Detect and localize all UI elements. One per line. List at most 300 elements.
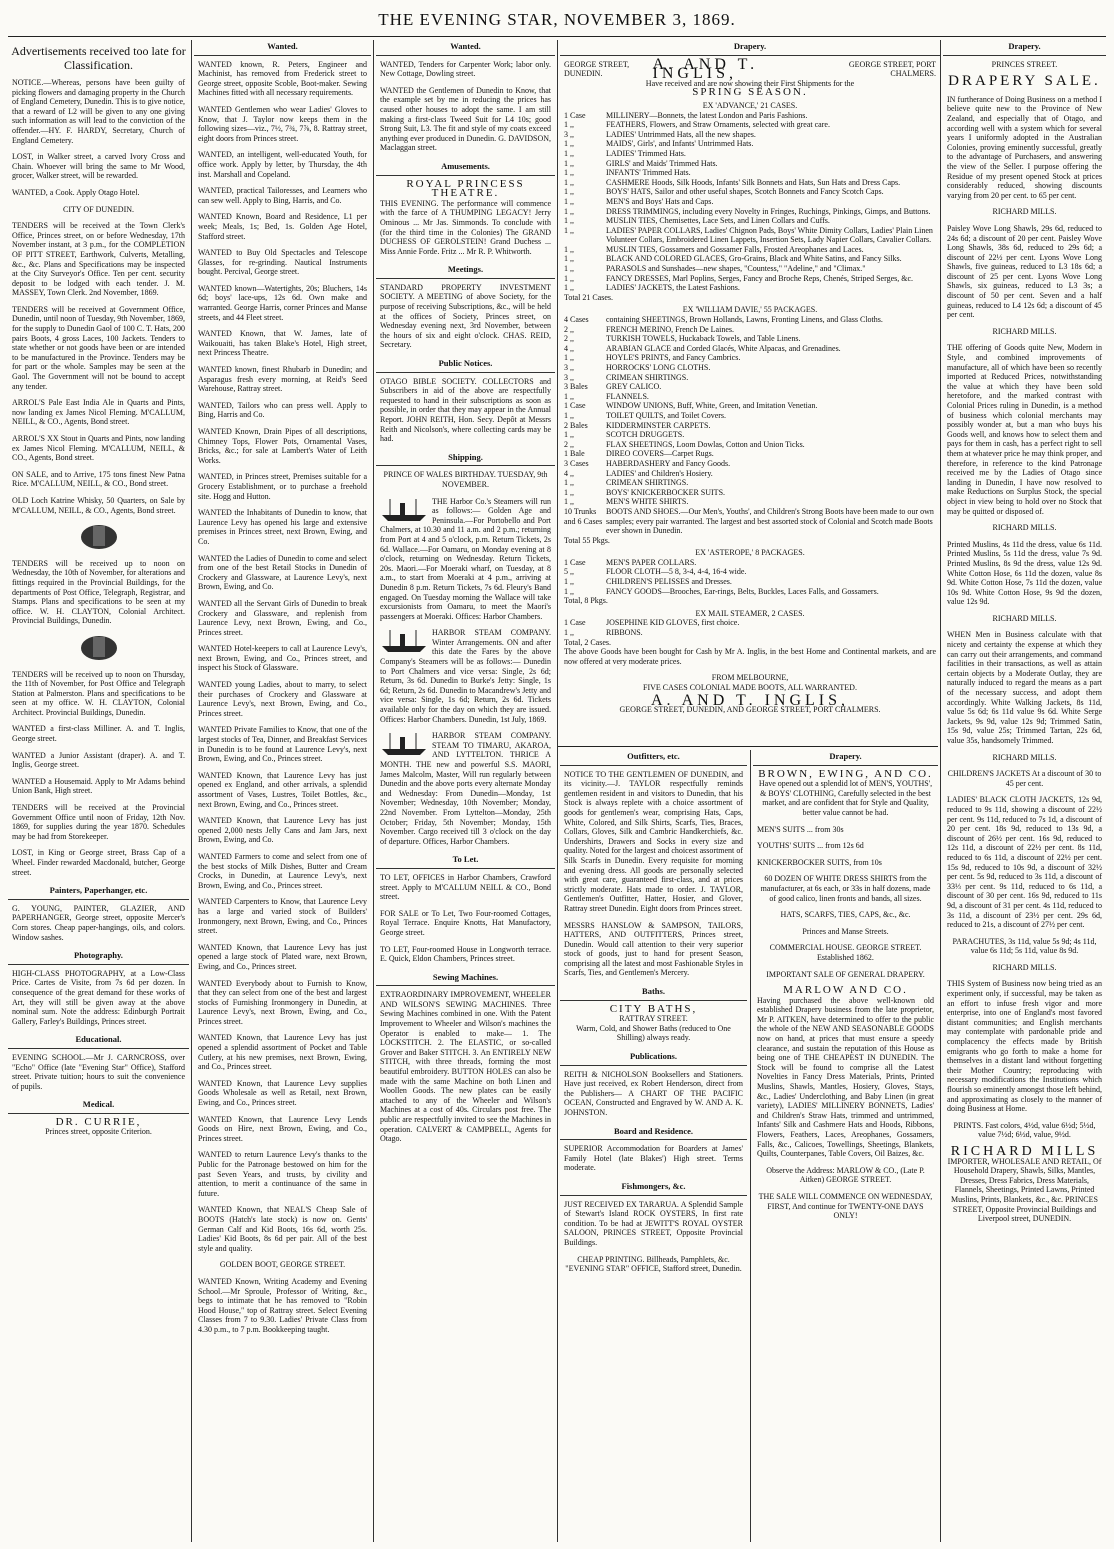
goods-quantity: 1 ,, bbox=[564, 283, 574, 293]
goods-quantity: 1 ,, bbox=[564, 225, 574, 235]
goods-description: LADIES' Untrimmed Hats, all the new shapes. bbox=[606, 129, 756, 139]
column-rule bbox=[191, 40, 192, 1542]
goods-description: LADIES' and Children's Hosiery. bbox=[606, 468, 713, 478]
goods-list-item bbox=[560, 168, 940, 178]
section-baths: Baths. bbox=[560, 985, 747, 1001]
goods-quantity: 1 Case bbox=[564, 401, 586, 411]
goods-quantity: 1 ,, bbox=[564, 139, 574, 149]
goods-quantity: 4 ,, bbox=[564, 468, 574, 478]
marlow-name: MARLOW AND CO. bbox=[783, 984, 908, 997]
goods-quantity: 1 ,, bbox=[564, 244, 574, 254]
goods-list-asterope bbox=[560, 558, 940, 596]
goods-description: TOILET QUILTS, and Toilet Covers. bbox=[606, 410, 727, 420]
ad-tenders-pitt: TENDERS will be received at the Town Clerk's Office, Princes street, on or before Wednesday, 17th November instant, at 3 p.m., for the COMPLETION OF PITT STREET, Earthwork, Culverts, Metalling, &c., &c. Plans and Specifications may be inspected at the City Surveyor's Office. Ten per cent. security deposit to be lodged with each tender. J. M. MASSEY, Town Clerk. 2nd November, 1869. bbox=[12, 221, 185, 298]
goods-description: TURKISH TOWELS, Huckaback Towels, and Table Linens. bbox=[606, 334, 801, 344]
goods-quantity: 1 ,, bbox=[564, 478, 574, 488]
goods-description: BLACK AND COLORED GLACES, Gro-Grains, Black and White Satins, and Fancy Silks. bbox=[606, 254, 902, 264]
column-rule bbox=[373, 40, 374, 1542]
goods-quantity: 3 ,, bbox=[564, 372, 574, 382]
total-mail-steamer: Total, 2 Cases. bbox=[564, 637, 611, 647]
section-to-let: To Let. bbox=[376, 853, 555, 869]
section-wanted: Wanted. bbox=[376, 40, 555, 56]
mills-signature: RICHARD MILLS. bbox=[992, 962, 1057, 972]
mills-muslins: Printed Muslins, 4s 11d the dress, value 6s 11d. Printed Muslins, 5s 11d the dress, value 7s 9d. Printed Muslins, 8s 9d the dress, value 12s 9d. White Cotton Hose, 6s 11d the dozen, value 8s 9d. White Cotton Hose, 7s 11d the dozen, value 10s 9d. White Cotton Hose, 9s 9d the dozen, value 12s 9d. bbox=[947, 539, 1102, 607]
goods-description: FANCY DRESSES, Marl Poplins, Serges, Fancy and Broche Reps, Chenés, Striped Serges, &c. bbox=[606, 273, 914, 283]
ad-rice: ON SALE, and to Arrive, 175 tons finest New Patna Rice. M'CALLUM, NEILL, & CO., Bond street. bbox=[12, 469, 185, 489]
goods-list-item bbox=[560, 567, 940, 577]
section-sewing-machines: Sewing Machines. bbox=[376, 971, 555, 987]
goods-description: SCOTCH DRUGGETS. bbox=[606, 430, 685, 440]
goods-description: HORROCKS' LONG CLOTHS. bbox=[606, 363, 711, 372]
city-baths-body: Warm, Cold, and Shower Baths (reduced to One Shilling) always ready. bbox=[576, 1023, 731, 1043]
goods-list-item bbox=[560, 558, 940, 568]
five-cases-boots: FIVE CASES COLONIAL MADE BOOTS, ALL WARRANTED. bbox=[643, 683, 857, 692]
ad-wanted: WANTED known, R. Peters, Engineer and Machinist, has removed from Frederick street to George street, opposite Scoble, Boot-maker. Sewing Machines fitted with all necessary requirements. bbox=[198, 59, 367, 98]
goods-quantity: 1 ,, bbox=[564, 187, 574, 197]
ad-tenders-provincial: TENDERS will be received up to noon on Wednesday, the 10th of November, for alterations and fittings required in the Provincial Buildings, for the departments of Post Office, Telegraph, Registrar, and Stamps. Plans and specifications to be seen at my office. W. H. CLAYTON, Colonial Architect. Provincial Buildings, Dunedin. bbox=[12, 558, 185, 626]
ad-tenders-gaol: TENDERS will be received at Government Office, Dunedin, until noon of Tuesday, 9th November, 1869, for the supply to Dunedin Gaol of 100 C. T. Hats, 200 pairs Boots, 4 gross Laces, 100 Jackets. Tenders to state whether or not goods have been or are intended to be manufactured in the Province. Tenders may be for part or the whole. Samples may be seen at the Gaol. The Government will not be bound to accept any tender. bbox=[12, 304, 185, 391]
goods-quantity: 2 ,, bbox=[564, 439, 574, 449]
goods-list-item bbox=[560, 382, 940, 392]
hats-scarfs: HATS, SCARFS, TIES, CAPS, &c., &c. bbox=[780, 910, 911, 920]
goods-list-item bbox=[560, 587, 940, 597]
ad-wanted-housemaid: WANTED a Housemaid. Apply to Mr Adams behind Union Bank, High street. bbox=[12, 776, 185, 796]
ex-mail-steamer-heading: EX MAIL STEAMER, 2 CASES. bbox=[695, 608, 805, 618]
ad-wanted: WANTED Gentlemen who wear Ladies' Gloves to Know, that J. Taylor now keeps them in the following sizes—viz., 7½, 7¾, 7⅞, 8. Rattray street, eight doors from Princes street. bbox=[198, 104, 367, 143]
mills-childrens-jackets: CHILDREN'S JACKETS At a discount of 30 to 45 per cent. bbox=[947, 769, 1102, 788]
goods-description: GIRLS' and Maids' Trimmed Hats. bbox=[606, 158, 718, 168]
ad-sewing-machines: EXTRAORDINARY IMPROVEMENT, WHEELER AND WILSON'S SEWING MACHINES. Three Sewing Machines combined in one. With the Patent Improvement to Wheeler and Wilson's machines the Operator is enabled to make— 1. The LOCKSTITCH. 2. The ELASTIC, or so-called Grover and Baker STITCH. 3. An ENTIRELY NEW STITCH, with three threads, forming the most beautiful embroidery. BUTTON HOLES can also be made with the same Machine on both Linen and Woollen Goods. The new plates can be easily attached to any of the Wheeler and Wilson's Machines at a cost of 40s. Circulars post free. The public are respectfully invited to see the Machines in operation. CALVERT & CAMPBELL, Agents for Otago. bbox=[380, 990, 551, 1144]
column-rule bbox=[557, 40, 558, 1542]
inglis-name-footer: A. AND T. INGLIS, bbox=[650, 691, 850, 709]
goods-description: MEN'S WHITE SHIRTS. bbox=[606, 497, 689, 507]
brown-ewing-address: Princes and Manse Streets. bbox=[802, 926, 889, 936]
ad-bible-society: OTAGO BIBLE SOCIETY. COLLECTORS and Subscribers in aid of the above are respectfully requested to hand in their subscriptions as soon as possible, in order that they may appear in the Annual Report. JOHN REITH, Hon. Secy. Depôt at Messrs Reith and Nicolson's, where collecting cards may be had. bbox=[380, 376, 551, 444]
ad-wanted: WANTED, Tenders for Carpenter Work; labor only. New Cottage, Dowling street. bbox=[380, 59, 551, 79]
goods-quantity: 1 ,, bbox=[564, 586, 574, 596]
section-drapery: Drapery. bbox=[560, 40, 940, 56]
goods-description: MUSLIN TIES, Chemisettes, Lace Sets, and Linen Collars and Cuffs. bbox=[606, 216, 830, 226]
ad-to-let: FOR SALE or To Let, Two Four-roomed Cottages, Royal Terrace. Enquire Knotts, Hat Manufactory, George street. bbox=[380, 908, 551, 937]
suit-price-1: MEN'S SUITS ... from 30s bbox=[757, 824, 844, 834]
masthead-rule bbox=[8, 36, 1106, 37]
goods-quantity: 1 Case bbox=[564, 110, 586, 120]
goods-list-item bbox=[560, 264, 940, 274]
goods-description: BOYS' KNICKERBOCKER SUITS. bbox=[606, 487, 726, 497]
ad-wanted: WANTED Private Families to Know, that one of the largest stocks of Tea, Dinner, and Breakfast Services in Dunedin is to be found at Laurence Levy's, next Brown, Ewing, and Co., Princes street. bbox=[198, 725, 367, 764]
goods-quantity: 1 ,, bbox=[564, 273, 574, 283]
ad-harbor-steamers-text: THE Harbor Co.'s Steamers will run as follows:— Golden Age and Peninsula.—For Portobello and Port Chalmers, at 10.30 and 11 a.m. and 2 p.m.; returning from Port at 4 and 5 o'clock, p.m. Return Tickets, 2s 6d. Wallace.—For Oamaru, on Monday evening at 8 o'clock, returning on Wednesday. Return Tickets, 20s. Maori.—For Moeraki wharf, on Tuesday, at 8 a.m., to start from Moeraki at 4 p.m., arriving at Dunedin 8 p.m. Return Tickets, 7s 6d. Fleury's Band engaged. On Tuesday morning the Wallace will take excursionists from Oamaru, to meet the Maori's passengers at Moeraki. Offices: Harbor Chambers. bbox=[380, 496, 551, 621]
drapery-rule bbox=[558, 746, 938, 747]
ad-tenders-supplies: TENDERS will be received at the Provincial Government Office until noon of Friday, 12th Nov. 1869, for supplies during the year 1870. Schedules may be had from Storekeeper. bbox=[12, 803, 185, 841]
mills-prints: PRINTS. Fast colors, 4½d, value 6½d; 5½d, value 7½d; 6½d, value, 9½d. bbox=[953, 1120, 1096, 1140]
goods-quantity: 3 Bales bbox=[564, 382, 588, 392]
ad-wanted: WANTED Farmers to come and select from one of the best stocks of Milk Dishes, Butter and Cream Crocks, in Dunedin, at Laurence Levy's, next Brown, Ewing, and Co., Princes street. bbox=[198, 851, 367, 890]
mills-signature: RICHARD MILLS. bbox=[992, 326, 1057, 336]
goods-description: MILLINERY—Bonnets, the latest London and Paris Fashions. bbox=[606, 110, 808, 120]
goods-list-advance bbox=[560, 111, 940, 293]
goods-list-item bbox=[560, 430, 940, 440]
ex-william-davie-heading: EX 'WILLIAM DAVIE,' 55 PACKAGES. bbox=[682, 305, 818, 315]
marlow-sale-dates: THE SALE WILL COMMENCE ON WEDNESDAY, FIRST, And continue for TWENTY-ONE DAYS ONLY! bbox=[758, 1191, 933, 1221]
goods-quantity: 1 ,, bbox=[564, 391, 574, 401]
mills-intro: IN furtherance of Doing Business on a method I believe quite new to the Province of New Zealand, and especially that of Otago, and according well with a system which for several years I uniformly adopted in the Australian Colonies, proving eminently successful, greatly to the advantage of Purchasers, and answering the view of the Seller. I purpose offering the Residue of my present opened Stock at prices considerably reduced, showing discounts varying from 20 per cent. to 65 per cent. bbox=[947, 94, 1102, 200]
goods-description: GREY CALICO. bbox=[606, 382, 662, 392]
ad-wanted: WANTED, Tailors who can press well. Apply to Bing, Harris and Co. bbox=[198, 400, 367, 420]
ad-wanted: WANTED Known, Board and Residence, L1 per week; Meals, 1s; Bed, 1s. Golden Age Hotel, Stafford street. bbox=[198, 212, 367, 241]
goods-list-item bbox=[560, 411, 940, 421]
goods-list-item bbox=[560, 130, 940, 140]
ad-photography: HIGH-CLASS PHOTOGRAPHY, at a Low-Class Price. Cartes de Visite, from 7s 6d per dozen. In consequence of the great demand for these works of Art, they will still be given away at the above nominal sum. Note the address: Edinburgh Portrait Gallery, Farley's Buildings, Princes street. bbox=[12, 968, 185, 1026]
white-shirts: 60 DOZEN OF WHITE DRESS SHIRTS from the manufacturer, at 6s each, or 33s in half dozens, made of good calico, linen fronts and bands, all sizes. bbox=[760, 874, 931, 903]
ad-hanslow: MESSRS HANSLOW & SAMPSON, TAILORS, HATTERS, AND OUTFITTERS, Princes street, Dunedin. Would call attention to their very superior stock of goods, just to hand for present Season, comprising all the latest and most Fashionable Styles in Scarfs, Ties, and Gentlemen's Mercery. bbox=[564, 920, 743, 978]
ad-harbor-maori-text: HARBOR STEAM COMPANY. STEAM TO TIMARU, AKAROA, AND LYTTELTON. THRICE A MONTH. THE new and powerful S.S. MAORI, James Malcolm, Master, Will run regularly between Dunedin and the above ports every alternate Monday and Wednesday: From Dunedin—Monday, 1st November; Wednesday, 10th November; Monday, 22nd November. From Lyttelton—Monday, 25th October; Friday, 5th November; Monday, 15th November. Cargo received till 3 o'clock on the day of departure. Offices, Harbor Chambers. bbox=[380, 731, 551, 846]
goods-quantity: 1 Bale bbox=[564, 449, 585, 459]
goods-quantity: 1 ,, bbox=[564, 177, 574, 187]
ad-wanted: WANTED Known, that Laurence Levy Lends Goods on Hire, next Brown, Ewing, and Co., Princes street. bbox=[198, 1114, 367, 1143]
column-outfitters bbox=[560, 750, 747, 1542]
total-william-davie: Total 55 Pkgs. bbox=[564, 535, 610, 545]
inglis-name: A. AND T. INGLIS, bbox=[652, 55, 759, 83]
goods-list-item bbox=[560, 440, 940, 450]
goods-quantity: 1 ,, bbox=[564, 487, 574, 497]
goods-list-item bbox=[560, 120, 940, 130]
ad-harbor-steamers bbox=[380, 497, 551, 622]
goods-list-item bbox=[560, 315, 940, 325]
ad-wanted: WANTED known, finest Rhubarb in Dunedin; and Asparagus fresh every morning, at Reid's Seed Warehouse, Rattray street. bbox=[198, 365, 367, 394]
goods-list-item bbox=[560, 421, 940, 431]
goods-description: FANCY GOODS—Brooches, Ear-rings, Belts, Buckles, Laces Falls, and Gossamers. bbox=[606, 586, 879, 596]
masthead bbox=[0, 0, 1114, 40]
brown-ewing-body: Have opened out a splendid lot of MEN'S, YOUTHS', & BOYS' CLOTHING, Carefully selected in the best market, and are confident that for Style and Quality, better value cannot be had. bbox=[758, 779, 933, 817]
ad-tenders-palmerston: TENDERS will be received up to noon on Thursday, the 11th of November, for Post Office and Telegraph Station at Palmerston. Plans and specifications to be seen at my office. W. H. CLAYTON, Colonial Architect. Provincial Buildings, Dunedin. bbox=[12, 669, 185, 717]
ad-wanted: WANTED Known, Writing Academy and Evening School.—Mr Sproule, Professor of Writing, &c., begs to intimate that he has removed to "Robin Hood House," top of Rattray street. Select Evening Classes from 7 to 9.30. Ladies' Private Class from 4.30 p.m., to 7 p.m. Bookkeeping taught. bbox=[198, 1276, 367, 1334]
inglis-left-address: GEORGE STREET, DUNEDIN. bbox=[564, 59, 630, 79]
mills-ladies-jackets: LADIES' BLACK CLOTH JACKETS, 12s 9d, reduced to 9s 11d, showing a discount of 22½ per cent. 9s 11d, reduced to 7s 1d, a discount of 20 per cent. 18s 9d, reduced to 13s 9d, a discount of 26½ per cent. 16s 9d, reduced to 12s 11d, a discount of 22½ per cent. 8s 11d, reduced to 6s 11d, a discount of 22½ per cent. 15s 9d, reduced to 10s 9d, a discount of 32½ per cent. 5s 9d, reduced to 3s 11d, a discount of 33⅓ per cent. 9s 11d, reduced to 6s 11d, a discount of 30 per cent. 16s 9d, reduced to 11s 9d, a discount of 31 per cent. 4s 11d, reduced to 3s 11d, a discount of 23½ per cent. 29s 6d, reduced to 21s, a discount of 27½ per cent. bbox=[947, 795, 1102, 930]
ad-to-let: TO LET, OFFICES in Harbor Chambers, Crawford street. Apply to M'CALLUM NEILL & CO., Bond street. bbox=[380, 872, 551, 902]
goods-description: LADIES' Trimmed Hats. bbox=[606, 148, 686, 158]
column-rule bbox=[940, 40, 941, 1542]
goods-quantity: 1 ,, bbox=[564, 628, 574, 638]
goods-list-item bbox=[560, 577, 940, 587]
goods-quantity: 1 ,, bbox=[564, 120, 574, 130]
goods-list-william-davie bbox=[560, 315, 940, 536]
goods-quantity: 1 ,, bbox=[564, 497, 574, 507]
ad-to-let: TO LET, Four-roomed House in Longworth terrace. E. Quick, Eldon Chambers, Princes street. bbox=[380, 944, 551, 964]
goods-list-item bbox=[560, 226, 940, 245]
inglis-right-address: GEORGE STREET, PORT CHALMERS. bbox=[848, 59, 936, 79]
ad-wanted: WANTED to return Laurence Levy's thanks to the Public for the Patronage bestowed on him for the past Seven Years, and trusts, by civility and attention, to merit a continuance of the same in future. bbox=[198, 1150, 367, 1198]
goods-list-item bbox=[560, 159, 940, 169]
goods-list-item bbox=[560, 178, 940, 188]
goods-description: ARABIAN GLACE and Corded Glacés, White Alpacas, and Grenadines. bbox=[606, 343, 841, 353]
theatre-name: ROYAL PRINCESS THEATRE. bbox=[406, 177, 525, 200]
total-asterope: Total, 8 Pkgs. bbox=[564, 596, 608, 606]
mills-name-large: RICHARD MILLS bbox=[950, 1143, 1099, 1159]
ad-wanted: WANTED, practical Tailoresses, and Learners who can sew well. Apply to Bing, Harris, and Co. bbox=[198, 186, 367, 205]
goods-description: CRIMEAN SHIRTINGS. bbox=[606, 478, 689, 488]
mills-system: THIS System of Business now being tried as an experiment only, if successful, may be taken as an effort to infuse fresh vigor and more enterprise, into one of England's most favored distant communities; and English merchants may contemplate with pardonable pride and complacency the effects made by British emigrants who go forth to make a home for themselves in a distant land without forgetting their Mother Country; reproducing with necessary modifications the Institutions which flourish so eminently amongst those left behind, and approximating as closely to the manner of doing Business at Home. bbox=[947, 979, 1102, 1114]
ad-wanted: WANTED Known, Drain Pipes of all descriptions, Chimney Tops, Flower Pots, Ornamental Vases, Bricks, &c.; for sale at Lambert's Water of Leith Works. bbox=[198, 427, 367, 465]
goods-quantity: 10 Trunks and 6 Cases bbox=[564, 506, 603, 526]
section-outfitters: Outfitters, etc. bbox=[560, 750, 747, 766]
goods-description: containing SHEETINGS, Brown Hollands, Lawns, Fronting Linens, and Glass Cloths. bbox=[606, 315, 883, 325]
ad-dr-currie-address: Princes street, opposite Criterion. bbox=[45, 1127, 152, 1137]
goods-quantity: 1 ,, bbox=[564, 254, 574, 264]
goods-quantity: 1 ,, bbox=[564, 216, 574, 226]
column-wanted-1 bbox=[194, 40, 371, 1542]
goods-list-item bbox=[560, 459, 940, 469]
section-board: Board and Residence. bbox=[560, 1125, 747, 1141]
ad-wanted: WANTED young Ladies, about to marry, to select their purchases of Crockery and Glassware at Laurence Levy's, next Brown, Ewing, and Co., Princes street. bbox=[198, 680, 367, 718]
marlow-body: Having purchased the above well-known old established Drapery business from the late proprietor, Mr P. AITKEN, have determined to offer to the public the whole of the NEW AND SEASONABLE GOODS now on hand, at prices that must ensure a speedy clearance, and sustain the reputation of this House as being one of THE CHEAPEST IN DUNEDIN. The Stock will be found to comprise all the Latest Novelties in Fancy Dress Materials, Prints, Printed Muslins, Shawls, Mantles, Hosiery, Gloves, Stays, &c., Ladies' Underclothing, and Baby Linen (in great variety), LADIES' MILLINERY BONNETS, Ladies' and Children's Straw Hats, trimmed and untrimmed, Infants' Silk and Cashmere Hats and Hoods, Ribbons, Flowers, Feathers, Laces, Areophanes, Gossamers, Falls, &c., Calicoes, Towellings, Sheetings, Blankets, Quilts, Counterpanes, Table Covers, Oil Baizes, &c. bbox=[757, 995, 934, 1159]
goods-list-item bbox=[560, 618, 940, 628]
goods-description: INFANTS' Trimmed Hats. bbox=[606, 168, 691, 178]
goods-description: FEATHERS, Flowers, and Straw Ornaments, selected with great care. bbox=[606, 120, 830, 130]
goods-description: DRESS TRIMMINGS, including every Novelty in Fringes, Ruchings, Pinkings, Gimps, and Buttons. bbox=[606, 206, 931, 216]
goods-description: PARASOLS and Sunshades—new shapes, "Countess," "Adeline," and "Climax." bbox=[606, 264, 866, 274]
ad-reith-nicholson: REITH & NICHOLSON Booksellers and Stationers. Have just received, ex Robert Henderson, direct from the Publishers— A CHART OF THE PACIFIC OCEAN, Constructed and Engraved by W. AND A. K. JOHNSTON. bbox=[564, 1069, 743, 1117]
ad-arrol-ale: ARROL'S Pale East India Ale in Quarts and Pints, now landing ex James Nicol Fleming. M'CALLUM, NEILL, & CO., Agents, Bond street. bbox=[12, 398, 185, 427]
ad-wanted-milliner: WANTED a first-class Milliner. A. and T. Inglis, George street. bbox=[12, 724, 185, 744]
ad-wanted: WANTED Known, that Laurence Levy has just opened 2,000 nests Jelly Cans and Jam Jars, next Brown, Ewing, and Co. bbox=[198, 816, 367, 845]
goods-description: MEN'S PAPER COLLARS. bbox=[606, 557, 697, 567]
goods-list-item bbox=[560, 283, 940, 293]
steamship-icon bbox=[380, 628, 428, 654]
mills-address: IMPORTER, WHOLESALE AND RETAIL, Of Household Drapery, Shawls, Silks, Mantles, Dresses, Dress Fabrics, Dress Materials, Flannels, Sheetings, Printed Lawns, Printed Muslins, Prints, Blankets, &c., &c. PRINCES STREET, Opposite Provincial Buildings and Liverpool street, DUNEDIN. bbox=[947, 1156, 1102, 1224]
ad-golden-boot: GOLDEN BOOT, GEORGE STREET. bbox=[219, 1260, 346, 1270]
goods-quantity: 1 Case bbox=[564, 618, 586, 628]
ad-wanted: WANTED the Gentlemen of Dunedin to Know, that the example set by me in reducing the prices has caused other houses to adopt the same. I am still making a first-class Tweed Suit for L4 10s; good Strong Suit, L3. The fit and style of my coats exceed anything ever produced in Dunedin. G. DAVIDSON, Maclaggan street. bbox=[380, 85, 551, 153]
late-ads-heading: Advertisements received too late for Classification. bbox=[11, 44, 186, 72]
ad-wanted: WANTED Known, that Laurence Levy has just opened a large stock of Plated ware, next Brown, Ewing, and Co., Princes street. bbox=[198, 942, 367, 971]
goods-quantity: 2 ,, bbox=[564, 324, 574, 334]
ad-wanted: WANTED Known, that Laurence Levy supplies Goods Wholesale as well as Retail, next Brown, Ewing, and Co., Princes street. bbox=[198, 1078, 367, 1108]
ad-whisky: OLD Loch Katrine Whisky, 50 Quarters, on Sale by M'CALLUM, NEILL, & CO., Agents, Bond street. bbox=[12, 495, 185, 515]
mills-signature: RICHARD MILLS. bbox=[992, 523, 1057, 533]
section-public-notices: Public Notices. bbox=[376, 357, 555, 373]
ad-wanted: WANTED, an intelligent, well-educated Youth, for office work. Apply by letter, by Thursday, the 4th inst. Marshall and Copeland. bbox=[198, 150, 367, 179]
goods-quantity: 1 ,, bbox=[564, 158, 574, 168]
ad-wanted-cook: WANTED, a Cook. Apply Otago Hotel. bbox=[12, 187, 140, 197]
section-fishmongers: Fishmongers, &c. bbox=[560, 1180, 747, 1196]
column-inglis-drapery bbox=[560, 40, 940, 746]
goods-description: FRENCH MERINO, French De Laines. bbox=[606, 324, 734, 334]
crest-emblem bbox=[8, 522, 189, 555]
goods-description: HABERDASHERY and Fancy Goods. bbox=[606, 458, 731, 468]
ad-wanted-assistant: WANTED a Junior Assistant (draper). A. and T. Inglis, George street. bbox=[12, 750, 185, 770]
section-wanted: Wanted. bbox=[194, 40, 371, 56]
goods-quantity: 2 Bales bbox=[564, 420, 588, 430]
drapery-sale-title: DRAPERY SALE. bbox=[948, 73, 1101, 90]
section-photography: Photography. bbox=[8, 949, 189, 965]
goods-description: BOOTS AND SHOES.—Our Men's, Youths', and Children's Strong Boots have been made to our own samples; every pair warranted. The largest and best assorted stock of Colonial and Scotch made Boots ever shown in Dunedin. bbox=[606, 506, 934, 536]
ad-harbor-fares-text: HARBOR STEAM COMPANY. Winter Arrangements. ON and after this date the Fares by the above Company's Steamers will be as follows:— Dunedin to Port Chalmers and vice versa: Single, 2s 6d; Return, 3s 6d. Dunedin to Burke's Jetty: Single, 1s 6d; Return, 2s 6d. Dunedin to Macandrew's Jetty and vice versa: Single, 1s 6d; Return, 2s 6d. Tickets available only for the day on which they are issued. Offices: Harbor Chambers. Dunedin, 1st July, 1869. bbox=[380, 628, 551, 724]
ad-wanted: WANTED to Buy Old Spectacles and Telescope Glasses, for re-grinding. Nautical Instruments bought. Percival, George street. bbox=[198, 248, 367, 277]
ad-wanted: WANTED Known, that Laurence Levy has just opened ex England, and other arrivals, a splendid assortment of Vases, Lustres, Toilet Bottles, &c., next Brown, Ewing, and Co., Princes street. bbox=[198, 770, 367, 809]
brown-ewing-name: BROWN, EWING, AND CO. bbox=[758, 767, 933, 780]
ad-wanted: WANTED known—Watertights, 20s; Bluchers, 14s 6d; boys' lace-ups, 12s 6d. Own make and warranted. George Harris, corner Princes and Manse streets, and 44 Fleet street. bbox=[198, 283, 367, 322]
suit-price-3: KNICKERBOCKER SUITS, from 10s bbox=[757, 857, 882, 867]
commercial-house: COMMERCIAL HOUSE. GEORGE STREET. Established 1862. bbox=[769, 943, 922, 962]
goods-list-item bbox=[560, 274, 940, 284]
section-educational: Educational. bbox=[8, 1033, 189, 1049]
goods-description: LADIES' JACKETS, the Latest Fashions. bbox=[606, 283, 740, 293]
goods-list-item bbox=[560, 254, 940, 264]
steamship-icon bbox=[380, 497, 428, 523]
ad-board: SUPERIOR Accommodation for Boarders at James' Family Hotel (late Blakes') High street. Terms moderate. bbox=[564, 1144, 743, 1173]
ex-advance-heading: EX 'ADVANCE,' 21 CASES. bbox=[702, 100, 798, 110]
inglis-closing: The above Goods have been bought for Cash by Mr A. Inglis, in the best Home and Continental markets, and are now offered at very moderate prices. bbox=[564, 647, 936, 666]
inglis-address-footer: GEORGE STREET, DUNEDIN, AND GEORGE STREET, PORT CHALMERS. bbox=[619, 705, 881, 715]
goods-quantity: 1 ,, bbox=[564, 168, 574, 178]
ad-wanted: WANTED the Inhabitants of Dunedin to know, that Laurence Levy has opened his large and extensive premises in Princes street, next Brown, Ewing, and Co. bbox=[198, 508, 367, 546]
goods-description: MAIDS', Girls', and Infants' Untrimmed Hats. bbox=[606, 139, 754, 149]
goods-list-item bbox=[560, 187, 940, 197]
mills-parachutes: PARACHUTES, 3s 11d, value 5s 9d; 4s 11d, value 6s 11d; 5s 11d, value 8s 9d. bbox=[952, 936, 1097, 956]
goods-description: RIBBONS. bbox=[606, 628, 643, 638]
mills-signature: RICHARD MILLS. bbox=[992, 613, 1057, 623]
goods-quantity: 1 ,, bbox=[564, 577, 574, 587]
goods-list-item bbox=[560, 216, 940, 226]
goods-list-item bbox=[560, 139, 940, 149]
ad-wanted: WANTED all the Servant Girls of Dunedin to break Crockery and Glassware, and replenish from Laurence Levy, next Brown, Ewing, and Co., Princes street. bbox=[198, 598, 367, 637]
ad-wanted: WANTED Everybody about to Furnish to Know, that they can select from one of the best and largest stocks of Furnishing Ironmongery in Dunedin, at Laurence Levy's, next Brown, Ewing, and Co., Princes street. bbox=[198, 978, 367, 1026]
goods-list-item bbox=[560, 111, 940, 121]
goods-list-item bbox=[560, 488, 940, 498]
goods-quantity: 4 ,, bbox=[564, 343, 574, 353]
goods-quantity: 1 Case bbox=[564, 557, 586, 567]
goods-list-item bbox=[560, 392, 940, 402]
column-late-ads bbox=[8, 40, 189, 1542]
section-publications: Publications. bbox=[560, 1050, 747, 1066]
ad-notice-cemetery: NOTICE.—Whereas, persons have been guilty of picking flowers and damaging property in the Church of England Cemetery, Dunedin. This is to give notice, that a reward of L2 will be given to any one giving such information as will lead to the conviction of the offender.—HY. F. HARDY, Secretary, Church of England Cemetery. bbox=[12, 78, 185, 145]
spring-season: SPRING SEASON. bbox=[692, 86, 808, 99]
column-richard-mills bbox=[943, 40, 1106, 1542]
goods-quantity: 1 ,, bbox=[564, 196, 574, 206]
ad-city-heading: CITY OF DUNEDIN. bbox=[62, 204, 135, 214]
goods-list-item bbox=[560, 149, 940, 159]
section-meetings: Meetings. bbox=[376, 263, 555, 279]
mills-goods-offering: THE offering of Goods quite New, Modern in Style, and combined improvements of manufacture, all of which have been so recently imported at Reduced Prices, notwithstanding the value at which they have been sold heretofore, and the marked contrast with Colonial Prices ruling in Dunedin, is a method of business which colonial merchants may possibly wonder at, but a man who buys his Goods well, and knows how to select them and pays for them in cash, has a perfect right to sell them at whatever price he may think proper, and therefore, in reference to the kind Patronage received me by the Ladies of Otago since landing in Dunedin, I have now resolved to make Reductions on Surplus Stock, the special object in view being to hold over no Stock that may be quitted or disposed of. bbox=[947, 343, 1102, 516]
mills-signature: RICHARD MILLS. bbox=[992, 752, 1057, 762]
mills-business-men: WHEN Men in Business calculate with that nicety and certainty the expense at which they can carry out their arrangements, and command facilities in their transactions, as well as attain certain objects by a Moderate Outlay, they are naturally induced to regard the means as a part of the necessary success, and adopt them accordingly. White Walking Jackets, 8s 11d, value 5s 6d; 6s 11d value 9s 6d. White Serge Jackets, 9s 9d, value 12s 9d; Trimmed Satin, 15s 9d, value 25s; Trimmed Tartan, 22s 6d, value 35s, handsomely Trimmed. bbox=[947, 630, 1102, 745]
goods-description: BOYS' HATS, Sailor and other useful shapes, Scotch Bonnets and Fancy Scotch Caps. bbox=[606, 187, 884, 197]
ad-evening-school: EVENING SCHOOL.—Mr J. CARNCROSS, over "Echo" Office (late "Evening Star" Office), Stafford street. Private tuition; hours to suit the convenience of pupils. bbox=[12, 1052, 185, 1091]
goods-list-item bbox=[560, 363, 940, 373]
goods-list-item bbox=[560, 478, 940, 488]
ad-lost-cross: LOST, in Walker street, a carved Ivory Cross and Chain. Whoever will bring the same to Mr Wood, grocer, Walker street, will be rewarded. bbox=[12, 152, 185, 181]
column-drapery-brown bbox=[753, 750, 938, 1542]
ad-harbor-maori bbox=[380, 731, 551, 846]
goods-quantity: 5 ,, bbox=[564, 567, 574, 577]
goods-description: FLANNELS. bbox=[606, 391, 649, 401]
goods-list-item bbox=[560, 344, 940, 354]
newspaper-title: THE EVENING STAR, NOVEMBER 3, 1869. bbox=[378, 10, 736, 29]
goods-list-item bbox=[560, 197, 940, 207]
goods-list-mail-steamer bbox=[560, 618, 940, 637]
ad-oysters: JUST RECEIVED EX TARARUA. A Splendid Sample of Stewart's Island ROCK OYSTERS, In first rate condition. To be had at JEWITT'S ROYAL OYSTER SALOON, PRINCES STREET, Opposite Provincial Buildings. bbox=[564, 1199, 743, 1247]
goods-description: HOYLE'S PRINTS, and Fancy Cambrics. bbox=[606, 353, 741, 363]
section-drapery: Drapery. bbox=[943, 40, 1106, 56]
section-medical: Medical. bbox=[8, 1098, 189, 1114]
ad-wanted: WANTED Known, that W. James, late of Waikouaiti, has taken Blake's Hotel, High street, next Princess Theatre. bbox=[198, 329, 367, 358]
goods-description: DIREO COVERS—Carpet Rugs. bbox=[606, 449, 714, 459]
goods-quantity: 1 ,, bbox=[564, 206, 574, 216]
goods-list-item bbox=[560, 449, 940, 459]
suit-price-2: YOUTHS' SUITS ... from 12s 6d bbox=[757, 841, 864, 851]
column-wanted-2 bbox=[376, 40, 555, 1542]
goods-description: JOSEPHINE KID GLOVES, first choice. bbox=[606, 618, 740, 628]
goods-description: CASHMERE Hoods, Silk Hoods, Infants' Silk Bonnets and Hats, Sun Hats and Dress Caps. bbox=[606, 177, 901, 187]
goods-quantity: 2 ,, bbox=[564, 334, 574, 344]
ex-asterope-heading: EX 'ASTEROPE,' 8 PACKAGES. bbox=[695, 548, 805, 558]
goods-description: KIDDERMINSTER CARPETS. bbox=[606, 420, 711, 430]
goods-quantity: 1 ,, bbox=[564, 353, 574, 363]
mills-shawls: Paisley Wove Long Shawls, 29s 6d, reduced to 24s 6d; a discount of 20 per cent. Paisley Wove Long Shawls, 38s 6d, reduced to 29s 6d; a discount of 22½ per cent. Lyons Wove Long Shawls, five guineas, reduced to L3 18s 6d; a discount of 25 per cent. Lyons Wove Long Shawls, six guineas, reduced to L3 3s; a discount of 50 per cent. Seven and a half guineas, reduced to L4 12s 6d; a discount of 45 per cent. bbox=[947, 223, 1102, 320]
goods-quantity: 1 ,, bbox=[564, 148, 574, 158]
ad-wanted: WANTED Hotel-keepers to call at Laurence Levy's, next Brown, Ewing, and Co., Princes street, and inspect his Stock of Glassware. bbox=[198, 644, 367, 673]
goods-list-item bbox=[560, 353, 940, 363]
goods-list-item bbox=[560, 207, 940, 217]
column-rule bbox=[750, 750, 751, 1542]
ad-arrol-stout: ARROL'S XX Stout in Quarts and Pints, now landing ex James Nicol Fleming. M'CALLUM, NEILL, & CO., Agents, Bond street. bbox=[12, 434, 185, 463]
ad-cheap-printing: CHEAP PRINTING. Billheads, Pamphlets, &c. "EVENING STAR" OFFICE, Stafford street, Dunedin. bbox=[565, 1254, 742, 1274]
total-advance: Total 21 Cases. bbox=[564, 292, 613, 302]
from-melbourne: FROM MELBOURNE, bbox=[711, 673, 789, 683]
goods-quantity: 3 ,, bbox=[564, 363, 574, 372]
goods-description: CHILDREN'S PELISSES and Dresses. bbox=[606, 577, 732, 587]
goods-list-item bbox=[560, 628, 940, 638]
goods-description: FLOOR CLOTH—5 8, 3-4, 4-4, 16-4 wide. bbox=[606, 567, 747, 577]
ad-harbor-fares bbox=[380, 628, 551, 724]
mills-signature: RICHARD MILLS. bbox=[992, 207, 1057, 217]
section-painters: Painters, Paperhanger, etc. bbox=[8, 884, 189, 900]
goods-description: MUSLIN TIES, Gossamers and Gossamer Falls, Frosted Areophanes and Laces. bbox=[606, 244, 864, 254]
city-baths-name: CITY BATHS, bbox=[609, 1002, 698, 1015]
ad-young-painter: G. YOUNG, PAINTER, GLAZIER, AND PAPERHANGER, George street, opposite Mercer's Corn stores. Cheap paper-hangings, oils, and colors. Window sashes. bbox=[12, 903, 185, 942]
section-drapery: Drapery. bbox=[753, 750, 938, 766]
goods-list-item bbox=[560, 469, 940, 479]
goods-description: MEN'S and Boys' Hats and Caps. bbox=[606, 196, 714, 206]
goods-description: WINDOW UNIONS, Buff, White, Green, and Imitation Venetian. bbox=[606, 401, 818, 411]
princes-street: PRINCES STREET. bbox=[991, 59, 1058, 69]
ad-wanted: WANTED, in Princes street, Premises suitable for a Grocery Establishment, or to purchase a freehold site. Hogg and Hutton. bbox=[198, 472, 367, 501]
ad-lost-cap: LOST, in King or George street, Brass Cap of a Wheel. Finder rewarded Macdonald, butcher, George street. bbox=[12, 848, 185, 877]
ad-meeting: STANDARD PROPERTY INVESTMENT SOCIETY. A MEETING of above Society, for the purpose of receiving Subscriptions, &c., will be held at the offices of Society, Princes street, on Wednesday evening next, 3rd November, between the hours of six and eight o'clock. CHAS. REID, Secretary. bbox=[380, 282, 551, 350]
goods-quantity: 3 Cases bbox=[564, 458, 589, 468]
important-sale: IMPORTANT SALE OF GENERAL DRAPERY. bbox=[766, 969, 925, 979]
ad-taylor: NOTICE TO THE GENTLEMEN OF DUNEDIN, and its vicinity.—J. TAYLOR respectfully reminds gentlemen resident in and visitors to Dunedin, that his Stock is always replete with a choice assortment of goods for gentlemen's wear, comprising Hats, Caps, White, Colored, and Silk Shirts, Scarfs, Ties, Braces, Collars, Gloves, Silk and Cambric Handkerchiefs, &c. Undershirts, Drawers and Socks in every size and quality. Noted for the largest and choicest assortment of Silk Scarfs in Dunedin. Every requisite for morning and evening dress. All goods are personally selected with great care, guaranteed first-class, and at prices strictly moderate. Hats made to order. J. TAYLOR, Gentlemen's Outfitter, Hatter, Hosier, and Glover, Rattray street Dunedin. Eight doors from Princes street. bbox=[564, 769, 743, 913]
ad-dr-currie: DR. CURRIE, bbox=[55, 1115, 142, 1128]
goods-quantity: 1 ,, bbox=[564, 264, 574, 274]
section-amusements: Amusements. bbox=[376, 160, 555, 176]
ad-wanted: WANTED Carpenters to Know, that Laurence Levy has a large and varied stock of Builders' Ironmongery, next Brown, Ewing, and Co., Princes street. bbox=[198, 897, 367, 936]
goods-list-item bbox=[560, 497, 940, 507]
ad-wanted: WANTED Known, that Laurence Levy has just opened a splendid assortment of Pocket and Table Cutlery, at his new premises, next Brown, Ewing, and Co., Princes street. bbox=[198, 1033, 367, 1072]
marlow-address: Observe the Address: MARLOW & CO., (Late P. Aitken) GEORGE STREET. bbox=[766, 1165, 925, 1185]
theatre-programme: THIS EVENING. The performance will commence with the farce of A THUMPING LEGACY! Jerry Ominous ... Mr Jas. Simmonds. To conclude with (for the third time in the Colonies) The GRAND DUCHESS OF GEROLSTEIN! Grand Duchess ... Miss Annie Forde. Fritz ... Mr R. P. Whitworth. bbox=[380, 198, 551, 256]
ad-prince-birthday: PRINCE OF WALES BIRTHDAY. TUESDAY, 9th NOVEMBER. bbox=[383, 470, 548, 489]
goods-quantity: 1 ,, bbox=[564, 430, 574, 440]
goods-list-item bbox=[560, 507, 940, 536]
goods-quantity: 3 ,, bbox=[564, 129, 574, 139]
goods-description: FLAX SHEETINGS, Loom Dowlas, Cotton and Union Ticks. bbox=[606, 439, 805, 449]
goods-list-item bbox=[560, 373, 940, 383]
ad-wanted: WANTED Known, that NEAL'S Cheap Sale of BOOTS (Hatch's late stock) is now on. Gents' German Calf and Kid Boots, 16s 6d, worth 25s. Ladies' Kid Boots, 8s 6d per pair. All of the best style and quality. bbox=[198, 1205, 367, 1253]
section-shipping: Shipping. bbox=[376, 451, 555, 467]
goods-list-item bbox=[560, 325, 940, 335]
